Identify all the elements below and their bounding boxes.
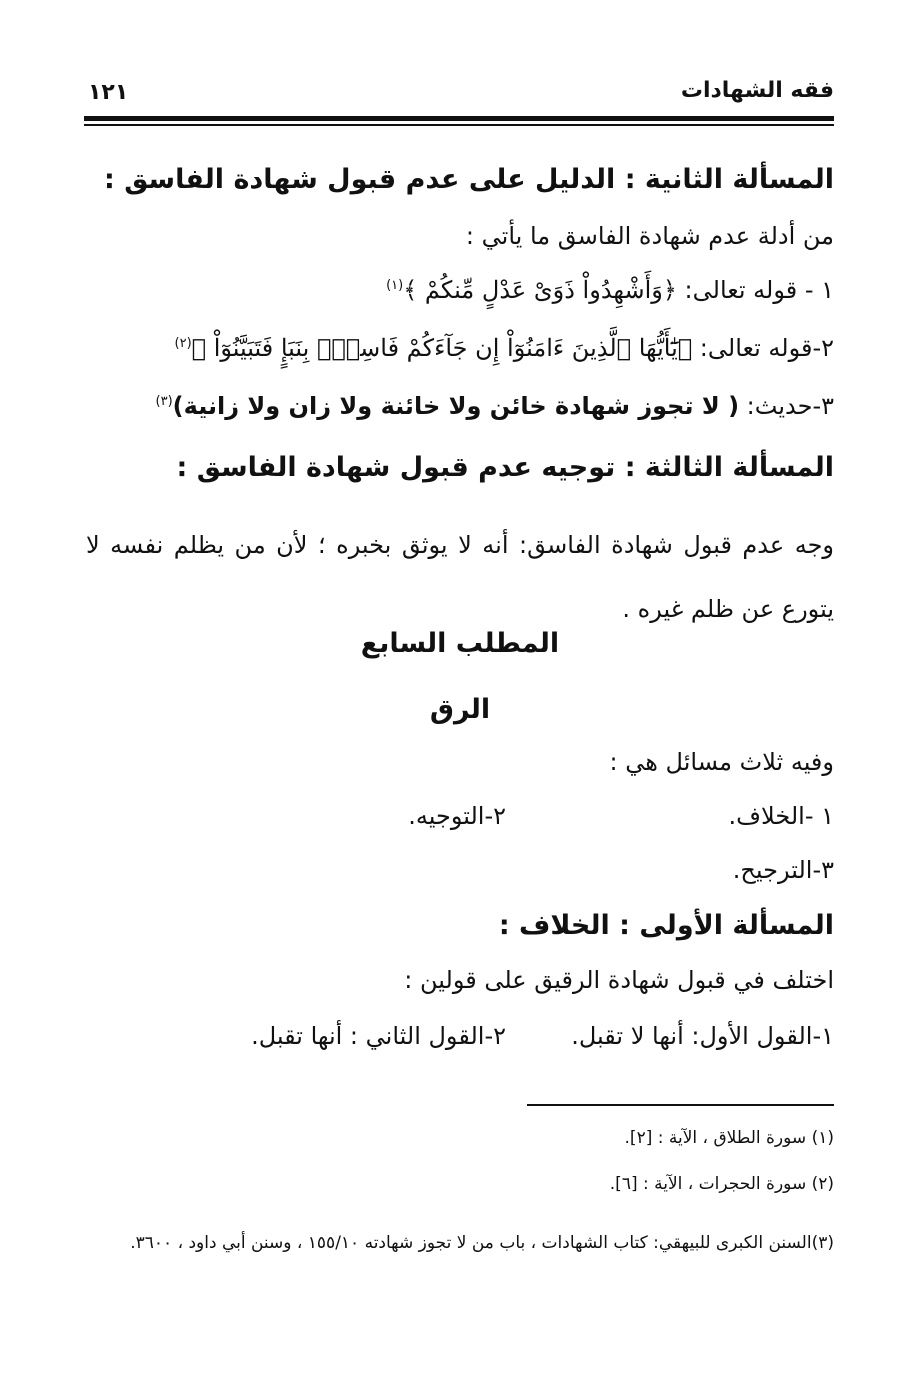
footnote-ref-2: (٢) <box>174 336 192 351</box>
rationale-paragraph: وجه عدم قبول شهادة الفاسق: أنه لا يوثق بخبره ؛ لأن من يظلم نفسه لا يتورع عن ظلم غيره . <box>86 531 834 623</box>
footnote-ref-3: (٣) <box>155 394 173 409</box>
header-rule-thick <box>84 116 834 121</box>
page-number: ١٢١ <box>88 80 129 105</box>
section-heading-third-issue: المسألة الثالثة : توجيه عدم قبول شهادة الفاسق : <box>176 452 834 483</box>
section-heading-second-issue: المسألة الثانية : الدليل على عدم قبول شهادة الفاسق : <box>104 164 834 195</box>
evidence-item-2-prefix: ٢-قوله تعالى: <box>692 334 834 362</box>
evidence-item-3-prefix: ٣-حديث: <box>739 392 834 420</box>
header-rule-thin <box>84 124 834 126</box>
evidence-item-2 <box>175 334 834 362</box>
footnote-2: (٢) سورة الحجرات ، الآية : [٦]. <box>609 1174 834 1194</box>
issue-item-1: ١ -الخلاف. <box>728 802 834 830</box>
evidence-item-1 <box>386 276 834 304</box>
section-heading-first-issue: المسألة الأولى : الخلاف : <box>498 910 834 941</box>
issue-item-3: ٣-الترجيح. <box>732 856 834 884</box>
quran-verse-2: ﴿يَٰٓأَيُّهَا ٱلَّذِينَ ءَامَنُوٓاْ إِن جَآءَكُمْ فَاسِقٌۢ بِنَبَإٍ فَتَبَيَّنُوٓاْ ﴾ <box>191 334 693 362</box>
footnote-separator <box>527 1104 834 1106</box>
evidence-item-1-prefix: ١ - قوله تعالى: <box>676 276 834 304</box>
disagreement-intro: اختلف في قبول شهادة الرقيق على قولين : <box>404 966 834 994</box>
hadith-text: ( لا تجوز شهادة خائن ولا خائنة ولا زان ولا زانية) <box>172 392 740 420</box>
quran-verse-1: ﴿وَأَشْهِدُواْ ذَوَىْ عَدْلٍ مِّنكُمْ ﴾ <box>403 276 677 304</box>
running-header-title: فقه الشهادات <box>680 78 834 103</box>
footnote-1: (١) سورة الطلاق ، الآية : [٢]. <box>624 1128 834 1148</box>
evidence-item-3 <box>156 392 834 420</box>
footnote-ref-1: (١) <box>386 278 404 293</box>
issues-intro: وفيه ثلاث مسائل هي : <box>609 748 834 776</box>
evidence-intro: من أدلة عدم شهادة الفاسق ما يأتي : <box>465 222 834 250</box>
issue-item-2: ٢-التوجيه. <box>408 802 506 830</box>
matlab-title: المطلب السابع <box>360 628 560 659</box>
opinion-1: ١-القول الأول: أنها لا تقبل. <box>571 1022 834 1050</box>
footnote-3: (٣)السنن الكبرى للبيهقي: كتاب الشهادات ، باب من لا تجوز شهادته ١٥٥/١٠ ، وسنن أبي داود ، ٣٦٠٠. <box>130 1233 834 1253</box>
opinion-2: ٢-القول الثاني : أنها تقبل. <box>251 1022 506 1050</box>
matlab-subtitle: الرق <box>429 694 491 725</box>
